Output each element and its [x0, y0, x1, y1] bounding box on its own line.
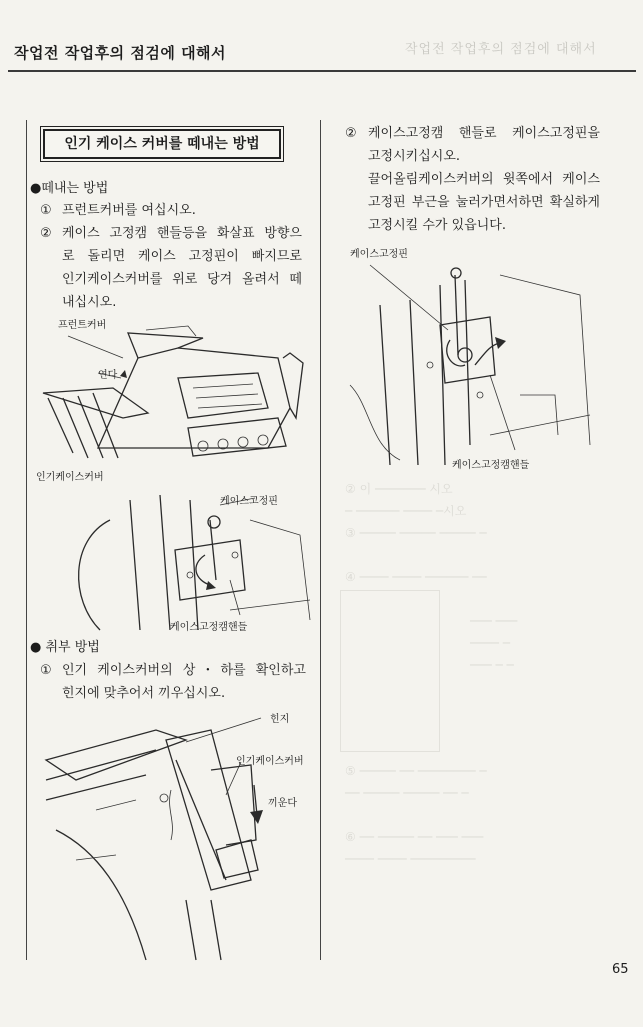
remove-step-1-num: ① [40, 203, 52, 218]
right-step-2-num: ② [345, 126, 357, 141]
remove-step-2-line-4: 내십시오. [62, 295, 117, 310]
bleed-through-header: 작업전 작업후의 점검에 대해서 [405, 42, 597, 57]
label-hinge: 힌지 [270, 714, 290, 725]
right-step-2-line-2: 고정시키십시오. [368, 149, 461, 164]
install-step-1-num: ① [40, 663, 52, 678]
label-cover-install: 인기케이스커버 [236, 756, 304, 767]
left-column-border [26, 120, 27, 960]
remove-step-2-line-2: 로 돌리면 케이스 고정핀이 빠지므로 [62, 249, 302, 264]
install-step-1-line-2: 힌지에 맞추어서 끼우십시오. [62, 686, 226, 701]
right-para-line-1: 끌어올림케이스커버의 윗쪽에서 케이스 [368, 172, 600, 187]
combine-drawing [28, 318, 328, 478]
remove-step-2-num: ② [40, 226, 52, 241]
page-header-title: 작업전 작업후의 점검에 대해서 [14, 44, 227, 62]
install-heading: ● 취부 방법 [30, 640, 100, 655]
label-insert: 끼운다 [268, 798, 297, 809]
header-rule [8, 70, 636, 72]
install-step-1-line-1: 인기 케이스커버의 상・하를 확인하고 [62, 663, 306, 678]
pin-fixing-drawing [340, 245, 610, 465]
page-number: 65 [612, 962, 629, 977]
hinge-drawing [36, 700, 316, 960]
column-divider [320, 120, 321, 960]
label-right-cam-handle: 케이스고정캠핸들 [452, 460, 530, 471]
label-open: 연다 [98, 370, 118, 381]
remove-step-1-text: 프런트커버를 여십시오. [62, 203, 196, 218]
right-para-line-2: 고정핀 부근을 눌러가면서하면 확실하게 [368, 195, 600, 210]
section-title: 인기 케이스 커버를 떼내는 방법 [43, 129, 281, 159]
right-step-2-line-1: 케이스고정캠 핸들로 케이스고정핀을 [368, 126, 600, 141]
label-separator-cover: 인기케이스커버 [36, 472, 104, 483]
label-front-cover: 프런트커버 [58, 320, 107, 331]
right-para-line-3: 고정시킬 수가 있읍니다. [368, 218, 506, 233]
label-case-pin: 케이스고정핀 [220, 496, 278, 507]
remove-step-2-line-3: 인기케이스커버를 위로 당겨 올려서 떼 [62, 272, 302, 287]
label-cam-handle: 케이스고정캠핸들 [170, 622, 248, 633]
remove-heading: ●떼내는 방법 [30, 181, 109, 196]
remove-step-2-line-1: 케이스 고정캠 핸들등을 화살표 방향으 [62, 226, 302, 241]
label-right-case-pin: 케이스고정핀 [350, 249, 408, 260]
